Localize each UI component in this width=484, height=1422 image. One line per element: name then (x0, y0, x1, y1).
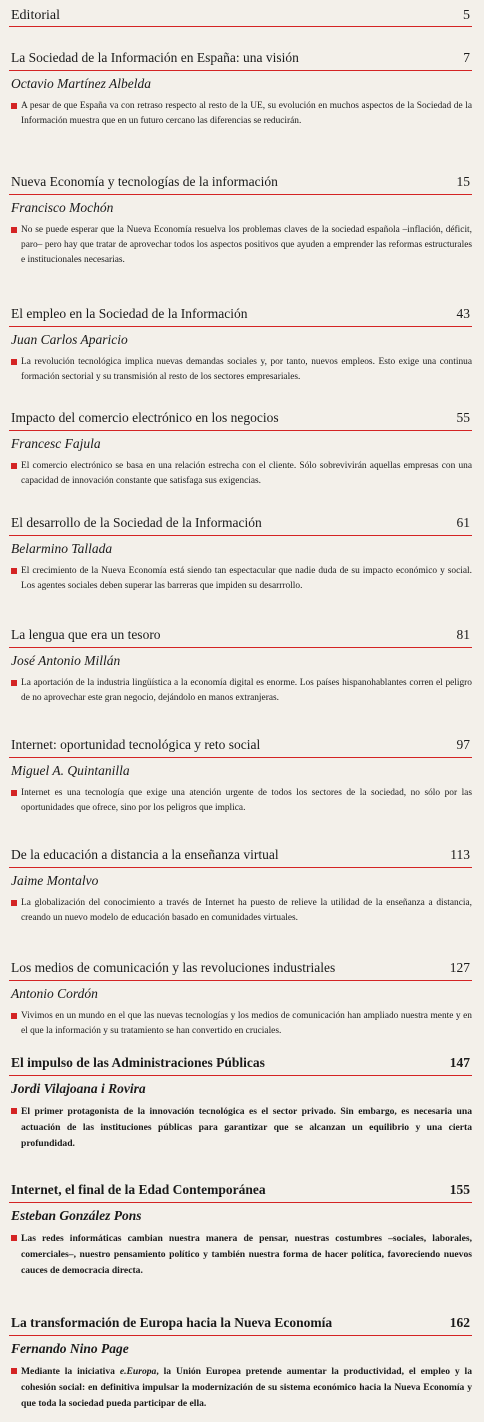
entry-heading (9, 1313, 472, 1336)
entry-summary (11, 1104, 472, 1152)
toc-entry-2 (9, 172, 472, 268)
red-square-bullet-icon (11, 463, 17, 469)
red-square-bullet-icon (11, 900, 17, 906)
entry-summary-text: La globalización del conocimiento a través de Internet ha puesto de relieve la utilidad de la enseñanza a distancia, creando un nuevo modelo de educación basado en comunidades virtuales. (21, 898, 472, 923)
entry-heading (9, 625, 472, 648)
entry-author: Juan Carlos Aparicio (11, 332, 128, 347)
entry-summary-text: Internet es una tecnología que exige una atención urgente de todos los sectores de la sociedad, no sólo por las oportunidades que ofrece, sino por los peligros que implica. (21, 788, 472, 813)
entry-summary-text: La aportación de la industria lingüística a la economía digital es enorme. Los países hispanohablantes corren el peligro de no aprovechar este gran negocio, dejándolo en manos extranjeras. (21, 678, 472, 703)
entry-summary-text: El primer protagonista de la innovación tecnológica es el sector privado. Sin embargo, es necesaria una actuación de las instituciones públicas para garantizar que se alcanzan un equilibrio y una cierta profundidad. (21, 1106, 472, 1149)
entry-page-number: 55 (456, 410, 470, 425)
entry-summary (11, 676, 472, 706)
entry-author: Jaime Montalvo (11, 873, 99, 888)
entry-heading (9, 304, 472, 327)
entry-summary-text: El comercio electrónico se basa en una relación estrecha con el cliente. Sólo sobrevivirán aquellas empresas con una capacidad de innovación constante que satisfaga sus exigencias. (21, 461, 472, 486)
entry-heading (9, 735, 472, 758)
entry-summary-text: No se puede esperar que la Nueva Economía resuelva los problemas claves de la sociedad española –inflación, déficit, paro– pero hay que tratar de aprovechar todos los aspectos positivos que ayuden a emprender las reformas estructurales e institucionales necesarias. (21, 225, 472, 265)
entry-heading (9, 845, 472, 868)
red-square-bullet-icon (11, 103, 17, 109)
entry-summary (11, 896, 472, 926)
entry-heading (9, 1180, 472, 1203)
editorial-page-number: 5 (463, 8, 470, 23)
entry-author: Fernando Nino Page (11, 1341, 129, 1356)
entry-summary-text: A pesar de que España va con retraso respecto al resto de la UE, su evolución en muchos aspectos de la Sociedad de la Información muestra que en un futuro cercano las diferencias se reducirán. (21, 101, 472, 126)
entry-summary (11, 564, 472, 594)
entry-summary (11, 99, 472, 129)
red-square-bullet-icon (11, 680, 17, 686)
entry-summary (11, 1231, 472, 1279)
red-square-bullet-icon (11, 1013, 17, 1019)
entry-summary-text: La revolución tecnológica implica nuevas demandas sociales y, por tanto, nuevos empleos. Esto exige una continua formación sectorial y su transmisión al resto de los sectores empresariales. (21, 357, 472, 382)
entry-title: Internet, el final de la Edad Contemporánea (11, 1182, 266, 1197)
entry-page-number: 61 (456, 515, 470, 530)
entry-summary-text: Vivimos en un mundo en el que las nuevas tecnologías y los medios de comunicación han ampliado nuestra mente y en el que la información y su tratamiento se han convertido en cruciales. (21, 1011, 472, 1036)
entry-heading (9, 1053, 472, 1076)
red-square-bullet-icon (11, 359, 17, 365)
toc-entry-11 (9, 1180, 472, 1279)
entry-author: Francesc Fajula (11, 436, 101, 451)
entry-title: El impulso de las Administraciones Públicas (11, 1055, 265, 1070)
entry-summary-text: Las redes informáticas cambian nuestra manera de pensar, nuestras costumbres –sociales, laborales, comerciales–, nuestro pensamiento político y también nuestra forma de hacer política, favoreciendo nuevos cauces de democracia directa. (21, 1233, 472, 1276)
entry-title: Impacto del comercio electrónico en los negocios (11, 410, 279, 425)
entry-summary (11, 786, 472, 816)
entry-page-number: 113 (450, 847, 470, 862)
entry-title: El desarrollo de la Sociedad de la Información (11, 515, 262, 530)
entry-page-number: 7 (463, 50, 470, 65)
entry-heading (9, 958, 472, 981)
entry-author: Jordi Vilajoana i Rovira (11, 1081, 146, 1096)
entry-author: Belarmino Tallada (11, 541, 113, 556)
toc-entry-10 (9, 1053, 472, 1152)
entry-page-number: 43 (456, 306, 470, 321)
red-square-bullet-icon (11, 790, 17, 796)
entry-summary-text-after: , la Unión Europea pretende aumentar la productividad, el empleo y la cohesión social: en definitiva impulsar la modernización de su sistema económico hacia la Nueva Economía y que toda la sociedad pueda participar de ella. (21, 1366, 472, 1409)
entry-title: Los medios de comunicación y las revoluciones industriales (11, 960, 336, 975)
entry-author: José Antonio Millán (11, 653, 121, 668)
entry-title: El empleo en la Sociedad de la Información (11, 306, 248, 321)
entry-page-number: 147 (449, 1055, 470, 1070)
editorial-title: Editorial (11, 8, 60, 23)
entry-title: De la educación a distancia a la enseñanza virtual (11, 847, 279, 862)
entry-heading (9, 48, 472, 71)
toc-entry-12 (9, 1313, 472, 1412)
toc-entry-1 (9, 48, 472, 129)
toc-entry-8 (9, 845, 472, 926)
entry-page-number: 127 (449, 960, 470, 975)
toc-entry-6 (9, 625, 472, 706)
entry-author: Antonio Cordón (11, 986, 98, 1001)
entry-author: Esteban González Pons (11, 1208, 142, 1223)
entry-title: Nueva Economía y tecnologías de la información (11, 174, 278, 189)
entry-author: Francisco Mochón (11, 200, 114, 215)
entry-title: La Sociedad de la Información en España: una visión (11, 50, 299, 65)
entry-page-number: 155 (449, 1182, 470, 1197)
toc-entry-3 (9, 304, 472, 385)
entry-page-number: 15 (456, 174, 470, 189)
entry-author: Miguel A. Quintanilla (11, 763, 130, 778)
toc-entry-7 (9, 735, 472, 816)
red-square-bullet-icon (11, 1108, 17, 1114)
entry-page-number: 97 (456, 737, 470, 752)
entry-title: La transformación de Europa hacia la Nueva Economía (11, 1315, 333, 1330)
entry-title: La lengua que era un tesoro (11, 627, 161, 642)
red-square-bullet-icon (11, 1368, 17, 1374)
entry-summary-text-before: Mediante la iniciativa (21, 1366, 120, 1377)
entry-heading (9, 172, 472, 195)
entry-summary (11, 223, 472, 268)
toc-entry-4 (9, 408, 472, 489)
entry-summary-text: El crecimiento de la Nueva Economía está siendo tan espectacular que nadie duda de su impacto económico y social. Los agentes sociales deben superar las barreras que impiden su desarrrollo. (21, 566, 472, 591)
entry-page-number: 162 (449, 1315, 470, 1330)
entry-summary (11, 355, 472, 385)
red-square-bullet-icon (11, 1235, 17, 1241)
red-square-bullet-icon (11, 227, 17, 233)
entry-heading (9, 513, 472, 536)
toc-entry-9 (9, 958, 472, 1039)
red-square-bullet-icon (11, 568, 17, 574)
toc-entry-5 (9, 513, 472, 594)
entry-heading (9, 408, 472, 431)
editorial-heading (9, 4, 472, 27)
entry-summary (11, 459, 472, 489)
entry-summary (11, 1364, 472, 1412)
entry-author: Octavio Martínez Albelda (11, 76, 151, 91)
entry-page-number: 81 (456, 627, 470, 642)
entry-title: Internet: oportunidad tecnológica y reto social (11, 737, 261, 752)
entry-summary-initiative-name: e.Europa (119, 1366, 157, 1377)
entry-summary (11, 1009, 472, 1039)
